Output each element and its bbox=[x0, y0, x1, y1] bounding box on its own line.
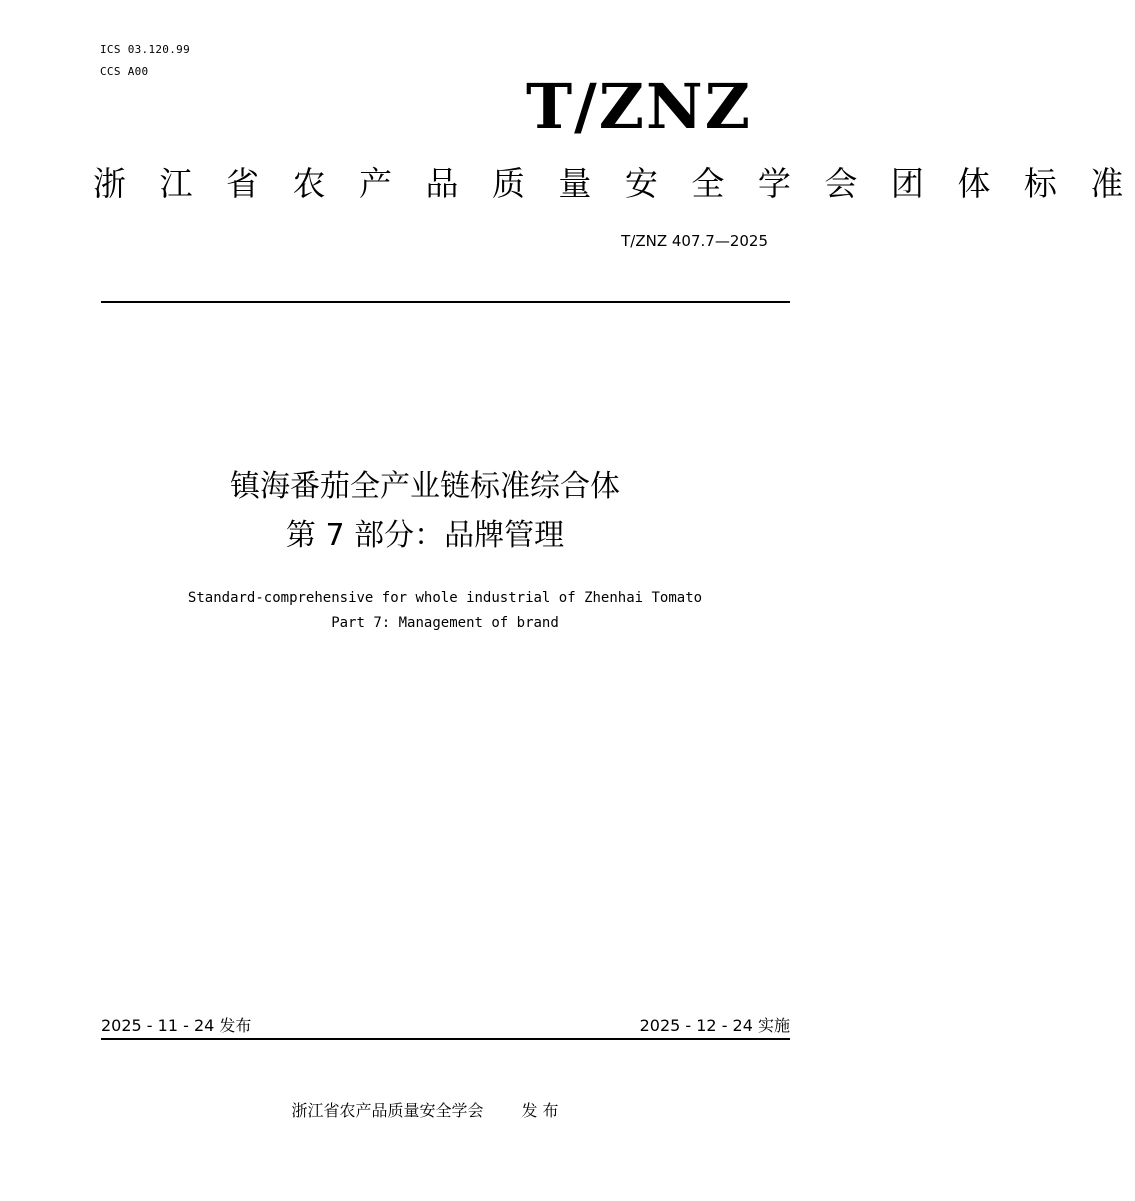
issue-date: 2025 - 11 - 24 发布 bbox=[101, 1016, 252, 1035]
implementation-date: 2025 - 12 - 24 实施 bbox=[639, 1016, 790, 1035]
standard-number: T/ZNZ 407.7—2025 bbox=[621, 232, 768, 250]
publisher-line bbox=[0, 1099, 850, 1123]
document-title-zh: 镇海番茄全产业链标准综合体 bbox=[230, 469, 620, 504]
publisher-name: 浙江省农产品质量安全学会 bbox=[291, 1101, 484, 1120]
standard-logo: T/ZNZ bbox=[526, 70, 752, 143]
document-subtitle-en: Part 7: Management of brand bbox=[331, 615, 559, 631]
organization-standard-title: 浙 江 省 农 产 品 质 量 安 全 学 会 团 体 标 准 bbox=[93, 164, 1135, 203]
ics-code: ICS 03.120.99 bbox=[100, 43, 190, 56]
document-subtitle-zh: 第 7 部分：品牌管理 bbox=[285, 518, 565, 553]
bottom-divider bbox=[101, 1038, 790, 1040]
ccs-code: CCS A00 bbox=[100, 65, 149, 78]
publish-action: 发 布 bbox=[521, 1101, 559, 1120]
document-title-en: Standard-comprehensive for whole industrial of Zhenhai Tomato bbox=[187, 590, 703, 606]
top-divider bbox=[101, 301, 790, 303]
